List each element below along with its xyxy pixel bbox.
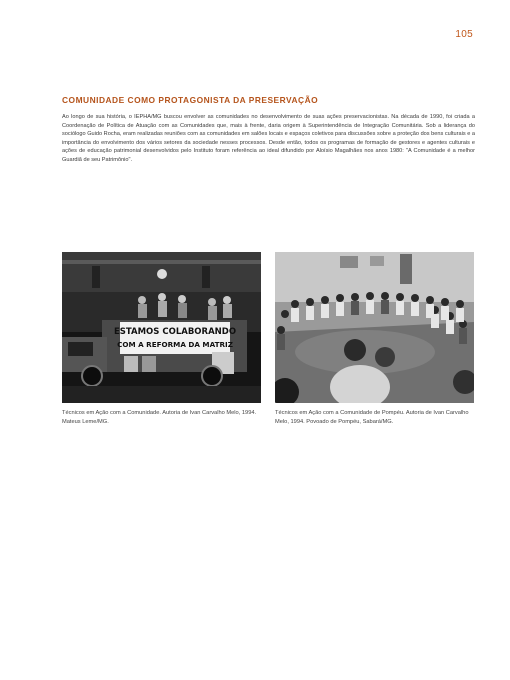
section-title: COMUNIDADE COMO PROTAGONISTA DA PRESERVAÇÃO xyxy=(62,95,319,105)
photo-meeting xyxy=(275,252,474,403)
banner-line-1: ESTAMOS COLABORANDO xyxy=(113,327,237,337)
banner-line-2: COM A REFORMA DA MATRIZ xyxy=(117,340,233,349)
page-number: 105 xyxy=(455,29,473,40)
photo-truck xyxy=(62,252,261,403)
body-paragraph: Ao longo de sua história, o IEPHA/MG buscou envolver as comunidades no desenvolvimento de suas ações preservacionistas. Na década de 1990, foi criada a Coordenação de Política de Atuação com as Comunidades que, mais à frente, daria origem à Superintendência de Integração Comunitária. Sob a liderança do sociólogo Guido Rocha, eram realizadas reuniões com as comunidades em salões locais e espaços coletivos para discussões sobre a proteção dos bens culturais e a importância do envolvimento dos vários setores da sociedade nesses processos. Desde então, todos os programas de formação de gestores e agentes culturais e ações de educação patrimonial desenvolvidos pelo Instituto foram referência ao ideal difundido por Aloísio Magalhães nos anos 1980: "A Comunidade é a melhor Guardiã de seu Patrimônio". xyxy=(62,114,475,163)
photo-truck-image xyxy=(62,252,261,403)
caption-truck: Técnicos em Ação com a Comunidade. Autoria de Ivan Carvalho Melo, 1994. Mateus Leme/MG. xyxy=(62,410,257,425)
photo-meeting-image xyxy=(275,252,474,403)
caption-meeting: Técnicos em Ação com a Comunidade de Pompéu. Autoria de Ivan Carvalho Melo, 1994. Povoado de Pompéu, Sabará/MG. xyxy=(275,410,469,425)
